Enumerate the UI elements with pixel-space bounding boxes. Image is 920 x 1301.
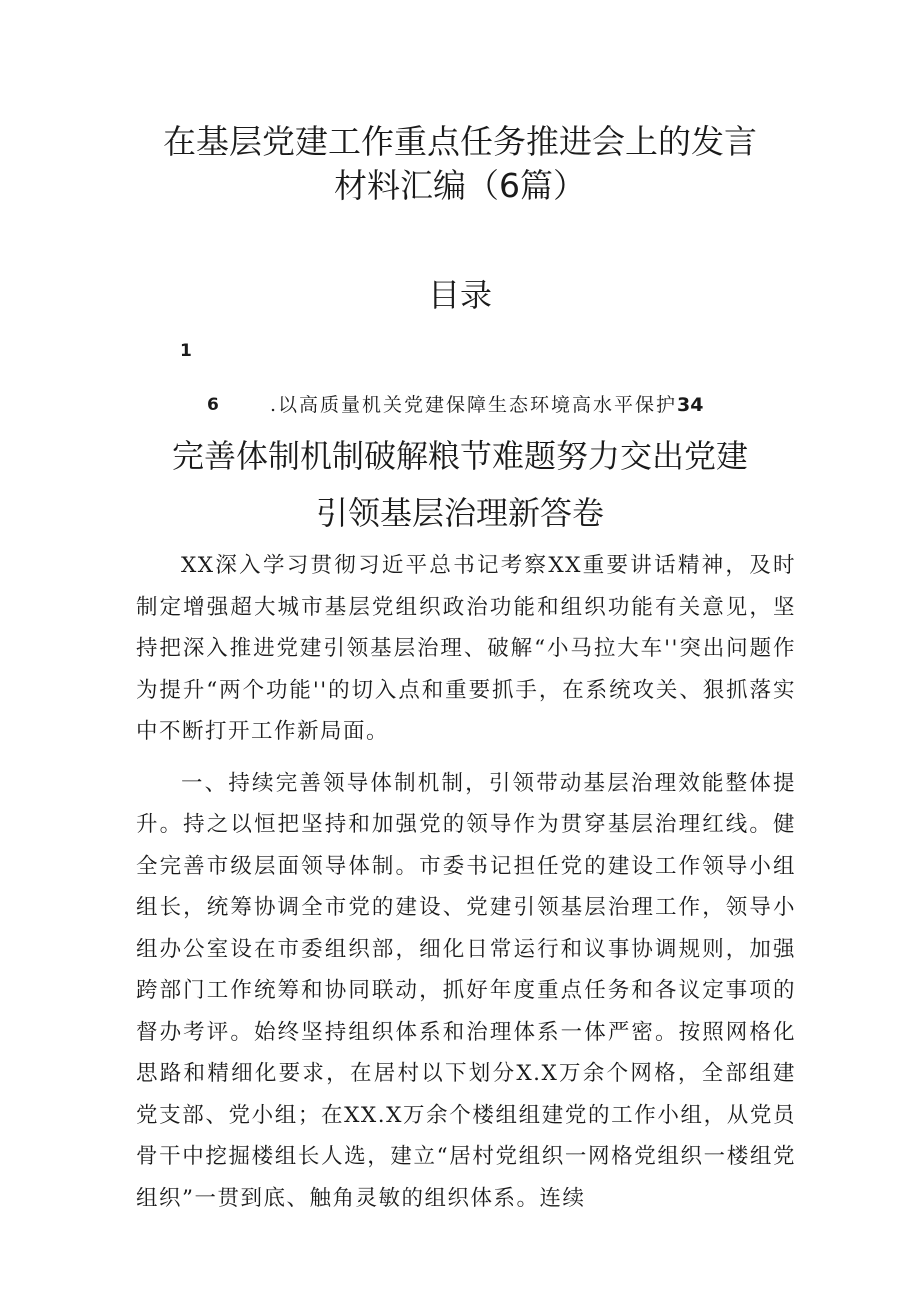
article-paragraph-2: 一、持续完善领导体制机制，引领带动基层治理效能整体提升。持之以恒把坚持和加强党的领导作为贯穿基层治理红线。健全完善市级层面领导体制。市委书记担任党的建设工作领导小组组长，统筹协调全市党的建设、党建引领基层治理工作，领导小组办公室设在市委组织部，细化日常运行和议事协调规则，加强跨部门工作统筹和协同联动，抓好年度重点任务和各议定事项的督办考评。始终坚持组织体系和治理体系一体严密。按照网格化思路和精细化要求，在居村以下划分X.X万余个网格，全部组建党支部、党小组；在XX.X万余个楼组组建党的工作小组，从党员骨干中挖掘楼组长人选，建立“居村党组织一网格党组织一楼组党组织”一贯到底、触角灵敏的组织体系。连续: [136, 770, 796, 1211]
toc-entry-6-text: .以高质量机关党建保障生态环境高水平保护: [270, 394, 678, 416]
article-title-line-1: 完善体制机制破解粮节难题努力交出党建: [171, 437, 748, 475]
toc-entry-6-text-wrapper: [270, 390, 704, 420]
toc-heading: 目录: [427, 276, 492, 314]
document-title-line-2: 材料汇编（6篇）: [334, 166, 586, 205]
article-body: [136, 545, 796, 1219]
toc-entry-6-page: 34: [677, 394, 704, 416]
toc-entry-6[interactable]: [0, 390, 920, 420]
toc-entry-1-number: 1: [180, 341, 192, 361]
article-title-line-2: 引领基层治理新答卷: [315, 494, 604, 532]
toc-entry-6-number: 6: [207, 395, 219, 415]
toc-entry-1[interactable]: [180, 338, 192, 364]
article-paragraph-1: XX深入学习贯彻习近平总书记考察XX重要讲话精神，及时制定增强超大城市基层党组织政治功能和组织功能有关意见，坚持把深入推进党建引领基层治理、破解“小马拉大车''突出问题作为提升“两个功能''的切入点和重要抓手，在系统攻关、狠抓落实中不断打开工作新局面。: [136, 553, 796, 744]
document-title-line-1: 在基层党建工作重点任务推进会上的发言: [163, 122, 757, 161]
